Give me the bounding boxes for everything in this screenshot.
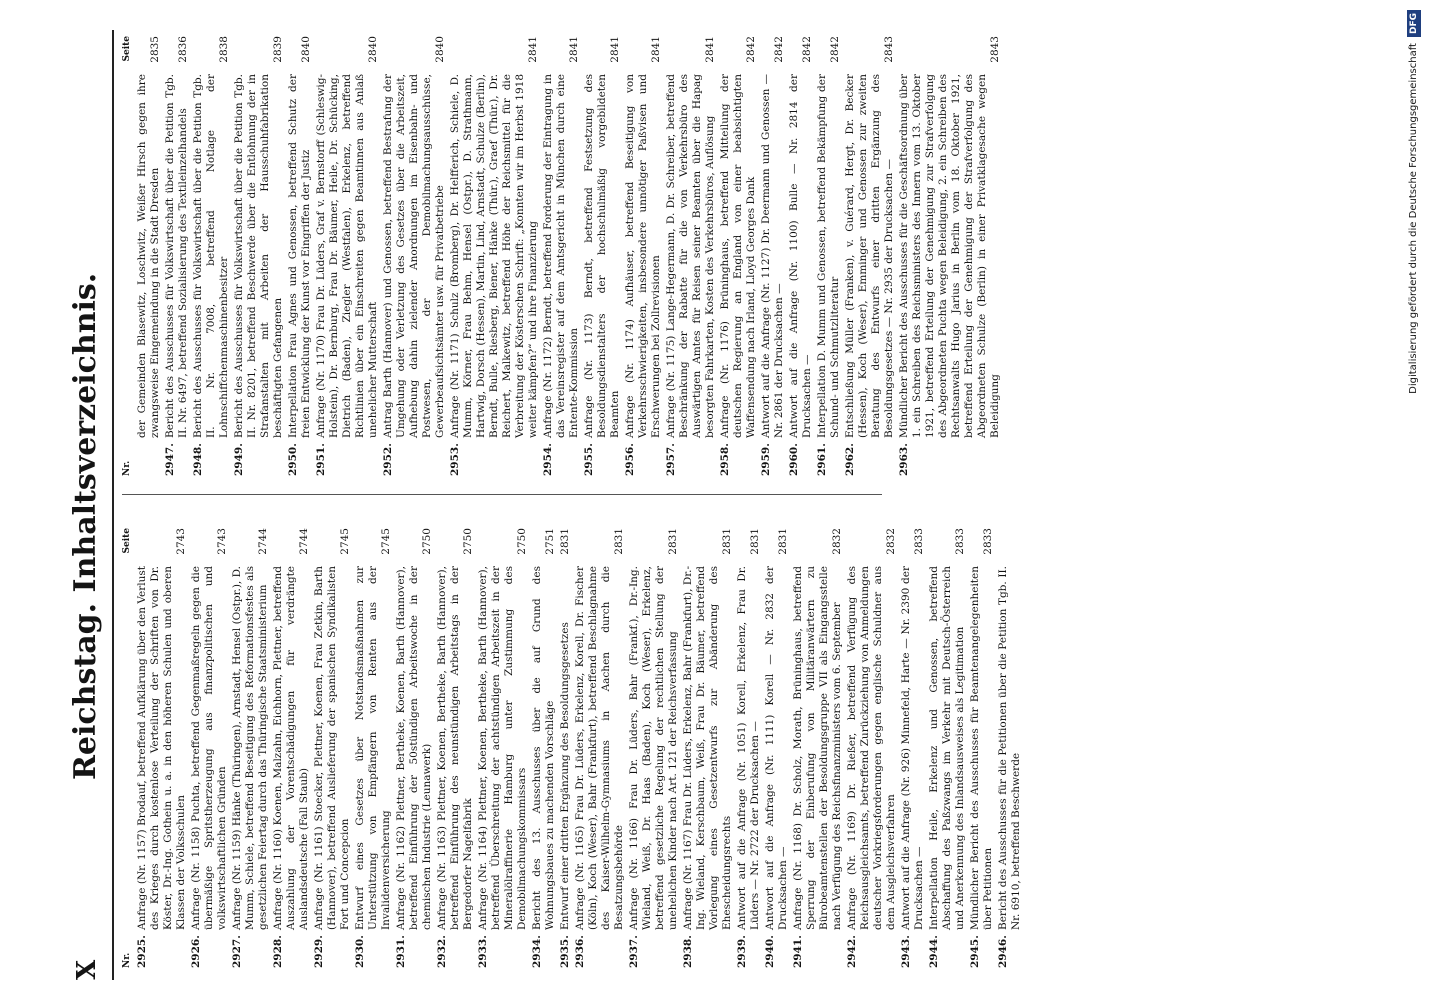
entry-number: 2949. — [233, 443, 245, 476]
entry-text: Anfrage (Nr. 1167) Frau Dr. Lüders, Erkelenz, Bahr (Frankfurt), Dr.-Ing. Wieland, Kerschbaum, Weiß, Frau Dr. Bäumer, betreffend Vorlegung eines Gesetzentwurfs zur Abänderung des Ehescheidungsrechts — [682, 566, 733, 930]
entry-page: 2750 — [421, 528, 433, 555]
entry-text: Bericht des Ausschusses für Volkswirtschaft über die Petition Tgb. II. Nr. 7008, betreffend Notlage der Lohnschiffchenmaschinenbesitzer — [192, 74, 230, 438]
toc-entry — [559, 528, 572, 968]
entry-text: Anfrage (Nr. 1170) Frau Dr. Lüders, Graf v. Bernstorff (Schleswig-Holstein), Dr. Bernburg, Frau Dr. Bäumer, Heile, Dr. Schücking, Dietrich (Baden), Ziegler (Westfalen), Erkelenz, betreffend Richtlinien über ein Einschreiten gegen Beamtinnen aus Anlaß unehelicher Mutterschaft — [315, 74, 379, 438]
entry-text: Anfrage (Nr. 1168) Dr. Scholz, Morath, Brüninghaus, betreffend Sperrung der Einberufung von Militäranwärtern zu Bürobeamtenstellen der Besoldungsgruppe VII als Eingangsstelle nach Verfügung des Reichsfinanzministers vom 6. September — [792, 566, 843, 930]
entry-number: 2931. — [395, 935, 407, 968]
entry-text: Anfrage (Nr. 1165) Frau Dr. Lüders, Erkelenz, Korell, Dr. Fischer (Köln), Koch (Weser), Bahr (Frankfurt), betreffend Beschlagnahme des Kaiser-Wilhelm-Gymnasiums in Aachen durch die Besatzungsbehörde — [574, 566, 625, 930]
entry-number: 2939. — [736, 935, 748, 968]
entry-page: 2831 — [667, 528, 679, 555]
entry-text: Anfrage (Nr. 1161) Stoecker, Plettner, Koenen, Frau Zetkin, Barth (Hannover), betreffend Auslieferung der spanischen Syndikalisten Fort und Concepcion — [313, 566, 351, 930]
entry-number: 2952. — [382, 443, 394, 476]
toc-entry — [760, 36, 786, 476]
toc-entry — [898, 36, 1002, 476]
entry-text: Anfrage (Nr. 1172) Berndt, betreffend Forderung der Eintragung in das Vereinsregister auf dem Amtsgericht in München durch eine Entente-Kommission — [542, 74, 580, 438]
entry-page: 2841 — [650, 36, 662, 63]
entry-text: Antwort auf die Anfrage (Nr. 1051) Korell, Erkelenz, Frau Dr. Lüders — Nr. 2722 der Drucksachen — — [736, 566, 761, 930]
entry-text: Anfrage (Nr. 1166) Frau Dr. Lüders, Bahr (Frankf.), Dr.-Ing. Wieland, Weiß, Dr. Haas (Baden), Koch (Weser), Erkelenz, betreffend gesetzliche Regelung der rechtlichen Stellung der unehelichen Kinder nach Art. 121 der Reichsverfassung — [628, 566, 679, 930]
toc-entry — [736, 528, 762, 968]
entry-page: 2743 — [175, 528, 187, 555]
entry-text: Bericht des 13. Ausschusses über die auf Grund des Wohnungsbaues zu machenden Vorschläge — [531, 566, 556, 930]
toc-entry — [164, 36, 190, 476]
toc-entry — [531, 528, 557, 968]
toc-entry — [682, 528, 734, 968]
entry-page: 2832 — [831, 528, 843, 555]
entry-number: 2927. — [231, 935, 243, 968]
toc-entry — [997, 528, 1023, 968]
entry-number: 2955. — [583, 443, 595, 476]
entry-page: 2840 — [300, 36, 312, 63]
entry-page: 2831 — [749, 528, 761, 555]
entry-page: 2842 — [801, 36, 813, 63]
entry-text: Interpellation Frau Agnes und Genossen, betreffend Schutz der freien Entwicklung der Kunst vor Eingriffen der Justiz — [287, 74, 312, 438]
toc-entry — [764, 528, 790, 968]
entry-text: Entwurf einer dritten Ergänzung des Besoldungsgesetzes — [559, 622, 571, 930]
toc-entry — [969, 528, 995, 968]
entry-page: 2745 — [339, 528, 351, 555]
entry-page: 2831 — [559, 528, 571, 555]
entry-page: 2831 — [777, 528, 789, 555]
entry-page: 2831 — [721, 528, 733, 555]
entry-text: Anfrage (Nr. 1164) Plettner, Koenen, Bertheke, Barth (Hannover), betreffend Überschreitung der achtstündigen Arbeitszeit in der Mineralölraffinerie Hamburg unter Zustimmung des Demobilmachungskommissars — [477, 566, 528, 930]
entry-number: 2963. — [898, 443, 910, 476]
toc-entry — [477, 528, 529, 968]
dfg-logo: DFG — [1407, 10, 1421, 37]
entry-text: Entschließung Müller (Franken), v. Guérard, Hergt, Dr. Becker (Hessen), Koch (Weser), Emminger und Genossen zur zweiten Beratung des Entwurfs einer dritten Ergänzung des Besoldungsgesetzes — Nr. 2935 der Drucksachen — — [844, 74, 895, 438]
sidebar — [1405, 10, 1423, 990]
entry-number: 2950. — [287, 443, 299, 476]
entry-text: Anfrage (Nr. 1158) Puchta, betreffend Gegenmaßregeln gegen die übermäßige Spritstherzeugung aus finanzpolitischen und volkswirtschaftlichen Gründen — [190, 566, 228, 930]
left-column — [122, 528, 1025, 968]
toc-entry — [190, 528, 229, 968]
entry-number: 2933. — [477, 935, 489, 968]
entry-number: 2948. — [192, 443, 204, 476]
left-entry-list — [136, 528, 1023, 968]
entry-page: 2833 — [982, 528, 994, 555]
entry-text: Anfrage (Nr. 1176) Brüninghaus, betreffend Mitteilung der deutschen Regierung an England von einer beabsichtigten Waffensendung nach Irland, Lloyd Georges Dank — [719, 74, 757, 438]
right-column-head — [122, 36, 136, 476]
entry-page: 2838 — [218, 36, 230, 63]
toc-entry — [665, 36, 717, 476]
toc-entry — [192, 36, 231, 476]
entry-text: Antwort auf die Anfrage (Nr. 1111) Korell — Nr. 2832 der Drucksachen — — [764, 566, 789, 930]
entry-text: Anfrage (Nr. 1175) Lange-Hegermann, D. Dr. Schreiber, betreffend Beschränkung der Rabatte für die von Verkehrsbüro des Auswärtigen Amtes für Reisen seiner Beamten über die Hapag besorgten Fahrkarten, Kosten des Verkehrsbüros, Auflösung — [665, 74, 716, 438]
entry-number: 2954. — [542, 443, 554, 476]
entry-page: 2833 — [913, 528, 925, 555]
toc-entry — [719, 36, 758, 476]
entry-text: Anfrage (Nr. 1171) Schulz (Bromberg), Dr. Helfferich, Schiele, D. Mumm, Körner, Frau Behm, Hensel (Ostpr.), D. Strathmann, Hartwig, Dorsch (Hessen), Martin, Lind, Arnstadt, Schulze (Berlin), Berndt, Bulle, Riesberg, Biener, Hänke (Thür.), Graef (Thür.), Dr. Reichert, Malkewitz, betreffend Höhe der Reichsmittel für die Verbreitung der Kösterschen Schrift: „Konnten wir im Herbst 1918 weiter kämpfen?“ und ihre Finanzierung — [449, 74, 539, 438]
toc-entry — [816, 36, 842, 476]
page-header — [68, 30, 108, 980]
entry-number: 2960. — [788, 443, 800, 476]
entry-number: 2942. — [846, 935, 858, 968]
entry-number: 2928. — [272, 935, 284, 968]
toc-entry — [436, 528, 475, 968]
page-title: Reichstag. Inhaltsverzeichnis. — [68, 272, 103, 780]
entry-number: 2962. — [844, 443, 856, 476]
entry-text: Entwurf eines Gesetzes über Notstandsmaßnahmen zur Unterstützung von Empfängern von Renten aus der Invalidenversicherung — [354, 566, 392, 930]
nr-heading: Nr. — [122, 952, 132, 968]
entry-page: 2832 — [885, 528, 897, 555]
toc-entry — [395, 528, 434, 968]
toc-entry — [313, 528, 352, 968]
entry-text: Anfrage (Nr. 1159) Hänke (Thüringen), Arnstadt, Hensel (Ostpr.), D. Mumm, Schiele, betreffend Beseitigung des Reformationsfestes als gesetzlichen Feiertag durch das Thüringische Staatsministerium — [231, 566, 269, 930]
seite-heading: Seite — [122, 528, 132, 554]
entry-number: 2945. — [969, 935, 981, 968]
entry-page: 2842 — [773, 36, 785, 63]
toc-entry — [900, 528, 926, 968]
entry-page: 2839 — [272, 36, 284, 63]
toc-entry — [846, 528, 898, 968]
entry-number: 2929. — [313, 935, 325, 968]
entry-text: Anfrage (Nr. 1162) Plettner, Bertheke, Koenen, Barth (Hannover), betreffend Einführung der 50stündigen Arbeitswoche in der chemischen Industrie (Leunawerk) — [395, 566, 433, 930]
right-column — [122, 36, 1004, 476]
entry-text: Anfrage (Nr. 1174) Aufhäuser, betreffend Beseitigung von Verkehrsschwierigkeiten, insbesondere unnötiger Paßvisen und Erschwerungen bei Zollrevisionen — [624, 74, 662, 438]
entry-number: 2958. — [719, 443, 731, 476]
entry-page: 2843 — [883, 36, 895, 63]
entry-text: Mündlicher Bericht des Ausschusses für die Geschäftsordnung über 1. ein Schreiben des Reichsministers des Innern vom 13. Oktober 1921, betreffend Erteilung der Genehmigung zur Strafverfolgung des Abgeordneten Puchta wegen Beleidigung, 2. ein Schreiben des Rechtsanwalts Hugo Jarius in Berlin vom 18. Oktober 1921, betreffend Erteilung der Genehmigung der Strafverfolgung des Abgeordneten Schulze (Berlin) in einer Privatklagesache wegen Beleidigung — [898, 74, 1001, 438]
toc-entry — [624, 36, 663, 476]
entry-number: 2926. — [190, 935, 202, 968]
entry-page: 2841 — [704, 36, 716, 63]
toc-entry — [628, 528, 680, 968]
entry-number: 2947. — [164, 443, 176, 476]
entry-number: 2936. — [574, 935, 586, 968]
right-entry-list — [136, 36, 1002, 476]
entry-number: 2944. — [928, 935, 940, 968]
entry-page: 2744 — [298, 528, 310, 555]
toc-entry — [788, 36, 814, 476]
entry-page: 2745 — [380, 528, 392, 555]
entry-page: 2836 — [177, 36, 189, 63]
entry-number: 2941. — [792, 935, 804, 968]
entry-page: 2842 — [745, 36, 757, 63]
toc-entry — [231, 528, 270, 968]
entry-text: Bericht des Ausschusses für Volkswirtschaft über die Petition Tgb. II. Nr. 8201, betreffend Beschwerde über die Entlohnung der in Strafanstalten mit Arbeiten der Hausschuhfabrikation beschäftigten Gefangenen — [233, 74, 284, 438]
entry-text: Antwort auf die Anfrage (Nr. 926) Minnefeld, Harte — Nr. 2390 der Drucksachen — — [900, 566, 925, 930]
entry-text: Mündlicher Bericht des Ausschusses für Beamtenangelegenheiten über Petitionen — [969, 566, 994, 930]
toc-entry — [287, 36, 313, 476]
entry-number: 2956. — [624, 443, 636, 476]
entry-text: Antwort auf die Anfrage (Nr. 1100) Bulle — Nr. 2814 der Drucksachen — — [788, 74, 813, 438]
entry-page: 2841 — [527, 36, 539, 63]
nr-heading: Nr. — [122, 460, 132, 476]
toc-entry — [844, 36, 896, 476]
entry-number: 2943. — [900, 935, 912, 968]
toc-entry — [792, 528, 844, 968]
entry-number: 2937. — [628, 935, 640, 968]
entry-page: 2841 — [568, 36, 580, 63]
entry-text: Antrag Barth (Hannover) und Genossen, betreffend Bestrafung der Umgehung oder Verletzung des Gesetzes über die Arbeitszeit, Aufhebung dahin zielender Anordnungen im Eisenbahn- und Postwesen, der Demobilmachungsausschüsse, Gewerbeaufsichtsämter usw. für Privatbetriebe — [382, 74, 446, 438]
entry-number: 2932. — [436, 935, 448, 968]
entry-page: 2840 — [367, 36, 379, 63]
toc-entry — [574, 528, 626, 968]
entry-text: Anfrage (Nr. 1163) Plettner, Koenen, Bertheke, Barth (Hannover), betreffend Einführung des neunstündigen Arbeitstags in der Bergedorfer Nagelfabrik — [436, 566, 474, 930]
entry-page: 2841 — [609, 36, 621, 63]
funding-credit: Digitalisierung gefördert durch die Deutsche Forschungsgemeinschaft — [1408, 43, 1419, 394]
toc-entry — [315, 36, 380, 476]
column-divider — [122, 494, 882, 495]
entry-page: 2743 — [216, 528, 228, 555]
entry-number — [136, 438, 162, 476]
entry-number: 2925. — [136, 935, 148, 968]
entry-page: 2843 — [989, 36, 1001, 63]
entry-text: der Gemeinden Blasewitz, Loschwitz, Weißer Hirsch gegen ihre zwangsweise Eingemeindung in die Stadt Dresden — [136, 74, 161, 438]
entry-page: 2831 — [613, 528, 625, 555]
toc-entry — [542, 36, 581, 476]
toc-entry — [233, 36, 285, 476]
entry-text: Anfrage (Nr. 1169) Dr. Rießer, betreffend Verfügung des Reichsausgleichsamts, betreffend Zurückziehung von Anmeldungen deutscher Vorkriegsforderungen gegen englische Schuldner aus dem Ausgleichsverfahren — [846, 566, 897, 930]
toc-entry — [354, 528, 393, 968]
entry-number: 2938. — [682, 935, 694, 968]
entry-text: Interpellation Heile, Erkelenz und Genossen, betreffend Abschaffung des Paßzwangs im Verkehr mit Deutsch-Österreich und Anerkennung des Inlandsausweises als Legitimation — [928, 566, 966, 930]
toc-entry — [382, 36, 447, 476]
entry-number: 2957. — [665, 443, 677, 476]
toc-entry — [272, 528, 311, 968]
entry-number: 2959. — [760, 443, 772, 476]
entry-page: 2750 — [462, 528, 474, 555]
entry-number: 2951. — [315, 443, 327, 476]
entry-text: Anfrage (Nr. 1157) Brodauf, betreffend Aufklärung über den Verlust des Krieges durch kostenlose Verteilung der Schriften von Dr. Köster, Dr.-Ing. Gothein u. a. in den höheren Schulen und oberen Klassen der Volksschulen — [136, 566, 187, 930]
toc-entry — [136, 36, 162, 476]
entry-number: 2961. — [816, 443, 828, 476]
entry-text: Anfrage (Nr. 1173) Berndt, betreffend Festsetzung des Besoldungsdienstalters der hochschulmäßig vorgebildeten Beamten — [583, 74, 621, 438]
entry-page: 2833 — [954, 528, 966, 555]
entry-text: Anfrage (Nr. 1160) Koenen, Malzahn, Eichhorn, Plettner, betreffend Auszahlung der Vorentschädigungen für verdrängte Auslandsdeutsche (Fall Staub) — [272, 566, 310, 930]
header-rule — [112, 30, 114, 980]
entry-page: 2835 — [149, 36, 161, 63]
entry-number: 2953. — [449, 443, 461, 476]
toc-entry — [583, 36, 622, 476]
entry-number: 2934. — [531, 935, 543, 968]
sidebar-inner — [1405, 10, 1423, 990]
entry-text: Bericht des Ausschusses für die Petitionen über die Petition Tgb. II. Nr. 6910, betreffend Beschwerde — [997, 566, 1022, 930]
entry-page: 2750 — [516, 528, 528, 555]
entry-number: 2935. — [559, 935, 571, 968]
entry-text: Interpellation D. Mumm und Genossen, betreffend Bekämpfung der Schund- und Schmutzliteratur — [816, 74, 841, 438]
left-column-head — [122, 528, 136, 968]
page-label: X — [72, 959, 102, 980]
entry-page: 2840 — [434, 36, 446, 63]
entry-number: 2946. — [997, 935, 1009, 968]
entry-text: Antwort auf die Anfrage (Nr. 1127) Dr. Deermann und Genossen — Nr. 2861 der Drucksachen — — [760, 74, 785, 438]
entry-page: 2751 — [544, 528, 556, 555]
toc-entry — [449, 36, 540, 476]
toc-entry — [136, 528, 188, 968]
entry-text: Bericht des Ausschusses für Volkswirtschaft über die Petition Tgb. II. Nr. 6497, betreffend Sozialisierung des Textileinzelhandels — [164, 74, 189, 438]
entry-page: 2744 — [257, 528, 269, 555]
toc-entry — [928, 528, 967, 968]
seite-heading: Seite — [122, 36, 132, 62]
entry-number: 2940. — [764, 935, 776, 968]
entry-page: 2842 — [829, 36, 841, 63]
entry-number: 2930. — [354, 935, 366, 968]
